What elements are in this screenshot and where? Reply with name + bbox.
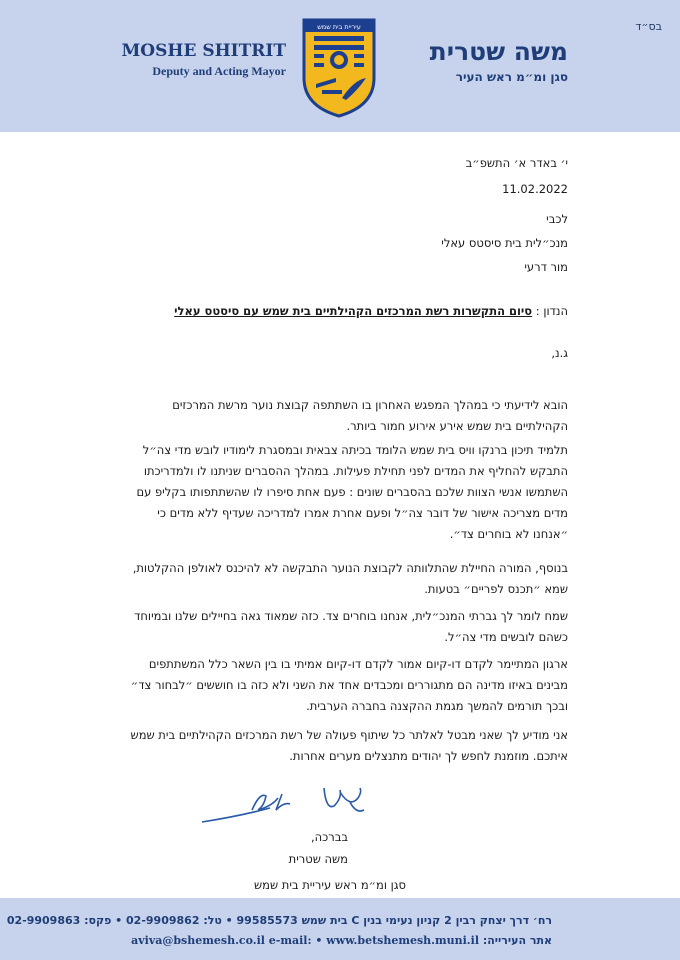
emblem-text: עיריית בית שמש [317, 23, 361, 31]
date-hebrew: י׳ באדר א׳ התשפ״ב [465, 156, 568, 170]
name-hebrew: משה שטרית [429, 37, 568, 66]
signer-name: משה שטרית [288, 852, 348, 866]
title-hebrew: סגן ומ״מ ראש העיר [455, 70, 568, 84]
subject-line [174, 304, 568, 318]
paragraph-4: שמח לומר לך גברתי המנכ״לית, אנחנו בוחרים צד. כזה שמאוד גאה בחיילים שלנו ובמיוחד כשהם לובשים מדי צה״ל. [134, 609, 568, 644]
handwritten-signature [200, 780, 375, 830]
recipient-name: מור דרעי [524, 260, 568, 274]
letterhead-footer [0, 898, 680, 960]
email-link[interactable]: aviva@bshemesh.co.il [131, 934, 265, 947]
greeting: ג.נ, [551, 346, 568, 360]
city-emblem [302, 18, 376, 118]
subject-text: סיום התקשרות רשת המרכזים הקהילתיים בית שמש עם סיסטס עאלי [174, 304, 533, 318]
subject-label: הנדון : [535, 304, 568, 318]
title-english: Deputy and Acting Mayor [152, 64, 286, 78]
paragraph-2: תלמיד תיכון ברנקו וויס בית שמש הלומד בכיתה צבאית ובמסגרת לימודיו לובש מדי צה״ל התבקש להחליף את המדים לפני תחילת פעילות. במהלך ההסברים שניתנו לו ולמדריכתו השתמשו אנשי הצוות שלכם בהסברים שונים : פעם אחת סיפרו לו שהשתתפותו בקליפ עם מדים מצריכה אישור של דובר צה״ל ופעם אחרת אמרו למדריכה שעדיף ללא מדים כי ״אנחנו לא בוחרים צד״. [136, 443, 568, 541]
closing: בברכה, [310, 830, 348, 844]
footer-contact: אתר העירייה: www.betshemesh.muni.il • e-mail: aviva@bshemesh.co.il [131, 934, 552, 947]
date-gregorian: 11.02.2022 [502, 182, 568, 196]
email-label: e-mail: [268, 934, 312, 947]
paragraph-1: הובא לידיעתי כי במהלך המפגש האחרון בו השתתפה קבוצת נוער מרשת המרכזים הקהילתיים בית שמש אירע אירוע חמור ביותר. [172, 398, 568, 433]
paragraph-3: בנוסף, המורה החיילת שהתלוותה לקבוצת הנוער התבקשה לא להיכנס לאולפן ההקלטות, שמא ״תכנס לפריים״ בטעות. [132, 561, 568, 596]
footer-address: רח׳ דרך יצחק רבין 2 קניון נעימי בנין C בית שמש 99585573 • טל: 02-9909862 • פקס: 02-9909863 [6, 914, 552, 927]
paragraph-5: ארגון המתיימר לקדם דו-קיום אמור לקדם דו-קיום אמיתי בו בין השאר כלל המשתתפים מבינים באיזו מדינה הם מתגוררים ומכבדים אחד את השני ולא כזה בו חוששים ״לבחור צד״ ובכך תורמים להמשך מגמת ההקצנה בחברה הערבית. [130, 657, 568, 713]
website-label: אתר העירייה: [482, 934, 552, 947]
bsd-mark: בס״ד [635, 20, 662, 33]
website-link[interactable]: www.betshemesh.muni.il [326, 934, 479, 947]
to-label: לכבי [546, 212, 568, 226]
paragraph-6: אני מודיע לך שאני מבטל לאלתר כל שיתוף פעולה של רשת המרכזים הקהילתיים בית שמש איתכם. מוזמנת לחפש לך יהודים מתנצלים מערים אחרות. [130, 728, 568, 763]
recipient-title: מנכ״לית בית סיסטס עאלי [441, 236, 568, 250]
signer-title: סגן ומ״מ ראש עיריית בית שמש [254, 878, 406, 892]
name-english: MOSHE SHITRIT [121, 41, 286, 61]
